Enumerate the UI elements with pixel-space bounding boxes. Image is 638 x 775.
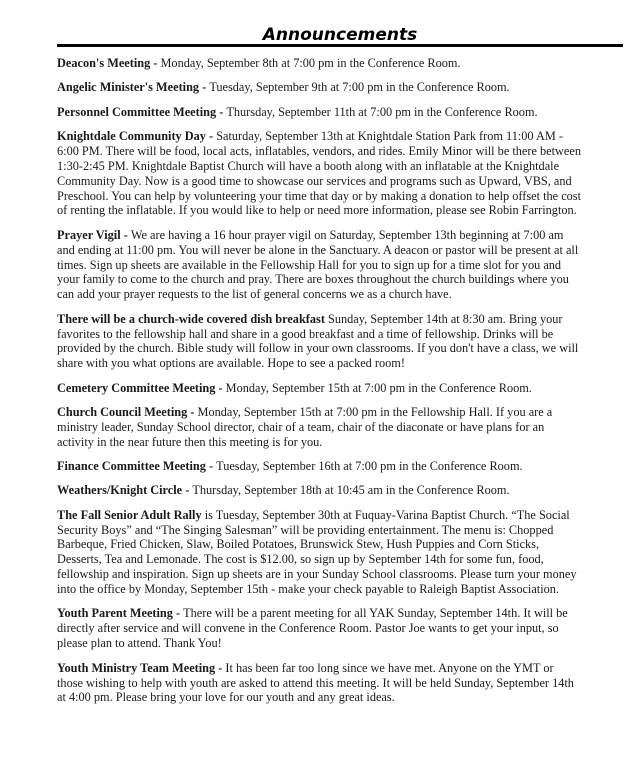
announcement-item bbox=[57, 606, 581, 651]
announcement-item bbox=[57, 508, 581, 597]
announcement-title: Youth Parent Meeting - bbox=[57, 606, 184, 621]
heading-block bbox=[57, 24, 623, 50]
announcement-item bbox=[57, 56, 581, 71]
announcement-body: Tuesday, September 16th at 7:00 pm in the Conference Room. bbox=[216, 459, 523, 474]
announcement-list bbox=[57, 56, 581, 715]
announcement-item bbox=[57, 312, 581, 372]
announcement-title: The Fall Senior Adult Rally bbox=[57, 507, 202, 522]
announcement-title: Prayer Vigil - bbox=[57, 227, 131, 242]
announcement-body: It has been far too long since we have met. Anyone on the YMT or those wishing to help with youth are asked to attend this meeting. It will be held Sunday, September 14th at 4:00 pm. Please bring your love for our youth and any great ideas. bbox=[57, 660, 574, 705]
announcement-title: Personnel Committee Meeting - bbox=[57, 104, 227, 119]
announcement-title: Cemetery Committee Meeting - bbox=[57, 380, 226, 395]
announcement-title: Finance Committee Meeting - bbox=[57, 459, 217, 474]
announcement-body: Thursday, September 11th at 7:00 pm in the Conference Room. bbox=[226, 104, 538, 119]
announcement-title: Angelic Minister's Meeting - bbox=[57, 80, 210, 95]
announcement-body: Monday, September 15th at 7:00 pm in the Conference Room. bbox=[225, 380, 532, 395]
announcement-body: Sunday, September 14th at 8:30 am. Bring your favorites to the fellowship hall and share in a good breakfast and a time of fellowship. Drinks will be provided by the church. Bible study will follow in your own classrooms. If you don't have a class, we will share with you what options are available. Hope to see a packed room! bbox=[57, 311, 579, 371]
announcement-body: There will be a parent meeting for all YAK Sunday, September 14th. It will be directly after service and will convene in the Conference Room. Pastor Joe wants to get your input, so please plan to attend. Thank You! bbox=[57, 606, 568, 651]
announcement-body: Thursday, September 18th at 10:45 am in the Conference Room. bbox=[192, 483, 510, 498]
announcement-item bbox=[57, 483, 581, 498]
announcement-body: Tuesday, September 9th at 7:00 pm in the Conference Room. bbox=[209, 80, 510, 95]
announcement-item bbox=[57, 80, 581, 95]
announcement-title: There will be a church-wide covered dish breakfast bbox=[57, 311, 325, 326]
announcement-item bbox=[57, 381, 581, 396]
announcement-item bbox=[57, 105, 581, 120]
announcement-body: Monday, September 8th at 7:00 pm in the Conference Room. bbox=[160, 56, 461, 70]
announcement-body: is Tuesday, September 30th at Fuquay-Varina Baptist Church. “The Social Security Boys” and “The Singing Salesman” will be providing entertainment. The menu is: Chopped Barbeque, Fried Chicken, Slaw, Boiled Potatoes, Brunswick Stew, Hush Puppies and Corn Sticks, Desserts, Tea and Lemonade. The cost is $12.00, so sign up by September 14th for some fun, food, fellowship and inspiration. Sign up sheets are in your Sunday School classrooms. Please turn your money into the office by Monday, September 15th - make your check payable to Raleigh Baptist Association. bbox=[57, 507, 577, 597]
title-underline-rule bbox=[57, 44, 623, 47]
announcement-item bbox=[57, 405, 581, 450]
announcement-body: We are having a 16 hour prayer vigil on Saturday, September 13th beginning at 7:00 am and ending at 11:00 pm. You will never be alone in the Sanctuary. A deacon or pastor will be present at all times. Sign up sheets are available in the Fellowship Hall for you to sign up for a time slot for you and your family to come to the church and pray. There are boxes throughout the church buildings where you can add your prayer requests to the list of general concerns we as a church have. bbox=[57, 227, 579, 302]
page-title: Announcements bbox=[262, 25, 418, 45]
announcement-body: Monday, September 15th at 7:00 pm in the Fellowship Hall. If you are a ministry leader, Sunday School director, chair of a team, chair of the diaconate or have plans for an activity in the near future then this meeting is for you. bbox=[57, 404, 553, 449]
announcement-item bbox=[57, 661, 581, 706]
announcement-title: Knightdale Community Day - bbox=[57, 128, 217, 143]
announcement-item bbox=[57, 459, 581, 474]
announcement-title: Weathers/Knight Circle - bbox=[57, 483, 193, 498]
announcement-title: Youth Ministry Team Meeting - bbox=[57, 660, 226, 675]
announcement-body: Saturday, September 13th at Knightdale Station Park from 11:00 AM - 6:00 PM. There will be food, local acts, inflatables, vendors, and rides. Emily Minor will be there between 1:30-2:45 PM. Knightdale Baptist Church will have a booth along with an inflatable at the Knightdale Community Day. Now is a good time to showcase our services and programs such as Upward, VBS, and Preschool. You can help by volunteering your time that day or by making a donation to help offset the cost of renting the inflatable. If you would like to help or need more information, please see Robin Farrington. bbox=[57, 128, 582, 218]
announcement-item bbox=[57, 129, 581, 218]
announcement-item bbox=[57, 228, 581, 303]
announcement-title: Deacon's Meeting - bbox=[57, 56, 161, 70]
announcement-title: Church Council Meeting - bbox=[57, 404, 198, 419]
